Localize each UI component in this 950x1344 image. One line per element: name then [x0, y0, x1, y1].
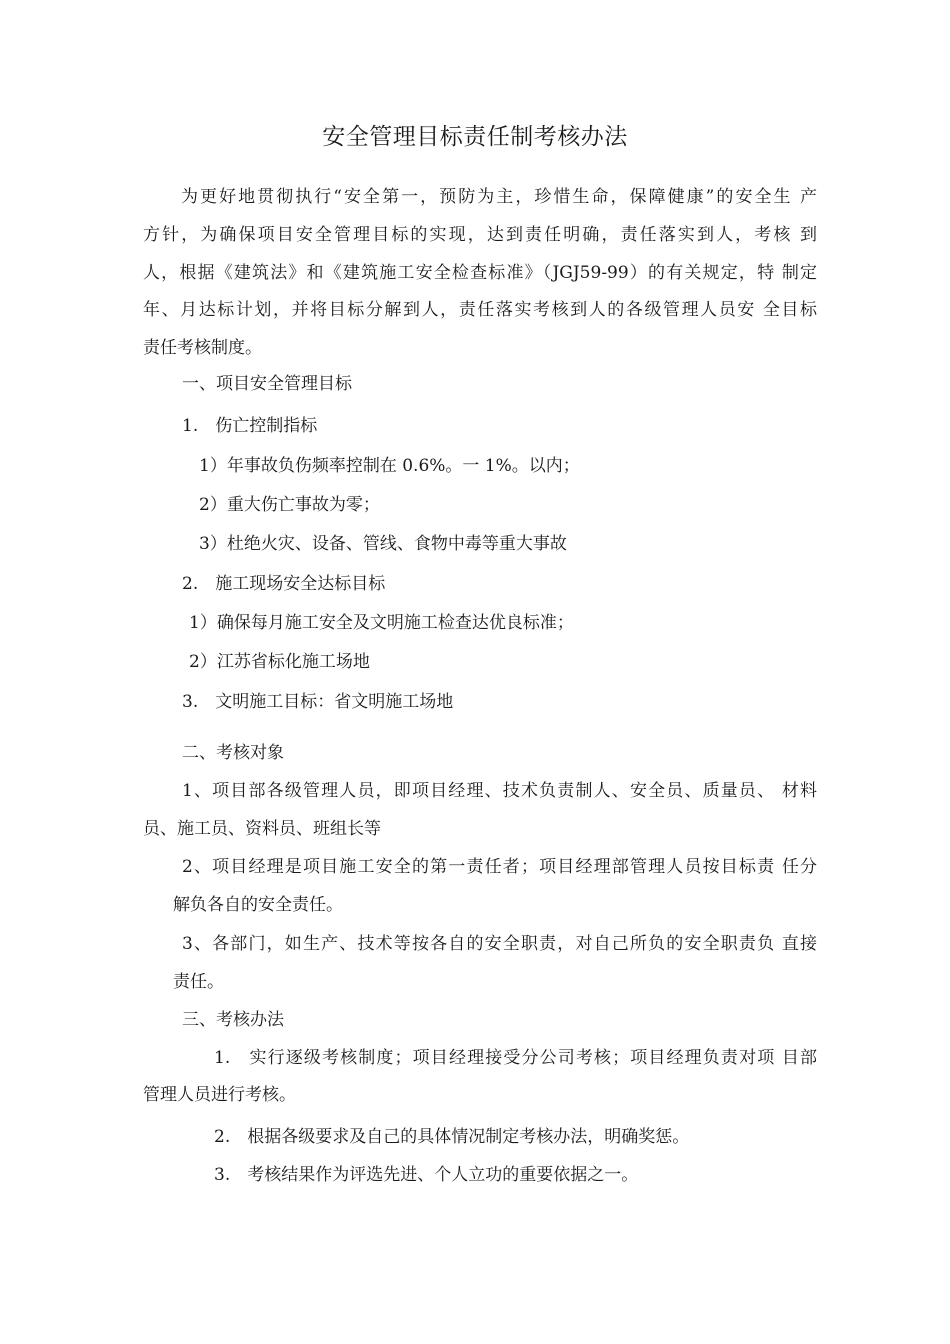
section3-heading: 三、考核办法 — [182, 1010, 284, 1030]
section1-item1-sub2: 2）重大伤亡事故为零； — [199, 495, 380, 515]
section2-p2-line1: 2、项目经理是项目施工安全的第一责任者；项目经理部管理人员按目标责 任分 — [182, 857, 817, 877]
section3-p3: 3. 考核结果作为评选先进、个人立功的重要依据之一。 — [214, 1165, 639, 1185]
document-title: 安全管理目标责任制考核办法 — [322, 124, 628, 150]
section2-p3-line2: 责任。 — [173, 972, 224, 992]
intro-line-4: 年、月达标计划，并将目标分解到人，责任落实考核到人的各级管理人员安 全目标 — [143, 300, 817, 320]
section1-item2: 2. 施工现场安全达标目标 — [182, 574, 386, 594]
section2-p3-line1: 3、各部门，如生产、技术等按各自的安全职责，对自己所负的安全职责负 直接 — [182, 934, 817, 954]
intro-line-3: 人，根据《建筑法》和《建筑施工安全检查标准》（JGJ59-99）的有关规定，特 制定 — [143, 263, 817, 283]
intro-line-5: 责任考核制度。 — [143, 338, 262, 358]
section3-p1-line1: 1. 实行逐级考核制度；项目经理接受分公司考核；项目经理负责对项 目部 — [214, 1048, 817, 1068]
section1-item2-sub1: 1）确保每月施工安全及文明施工检查达优良标准； — [189, 613, 574, 633]
section2-p2-line2: 解负各自的安全责任。 — [173, 895, 343, 915]
intro-line-2: 方针，为确保项目安全管理目标的实现，达到责任明确，责任落实到人，考核 到 — [143, 225, 817, 245]
section1-item1-sub3: 3）杜绝火灾、设备、管线、食物中毒等重大事故 — [199, 534, 567, 554]
section1-heading: 一、项目安全管理目标 — [182, 374, 352, 394]
section3-p1-line2: 管理人员进行考核。 — [143, 1085, 296, 1105]
section1-item2-sub2: 2）江苏省标化施工场地 — [189, 652, 370, 672]
section2-p1-line2: 员、施工员、资料员、班组长等 — [143, 819, 381, 839]
section1-item1-sub1: 1）年事故负伤频率控制在 0.6%。一 1%。以内； — [199, 456, 580, 476]
intro-line-1: 为更好地贯彻执行“安全第一，预防为主，珍惜生命，保障健康”的安全生 产 — [181, 187, 817, 207]
section1-item1: 1. 伤亡控制指标 — [182, 416, 318, 436]
section3-p2: 2. 根据各级要求及自己的具体情况制定考核办法，明确奖惩。 — [214, 1127, 690, 1147]
section2-heading: 二、考核对象 — [182, 743, 284, 763]
section1-item3: 3. 文明施工目标：省文明施工场地 — [182, 692, 454, 712]
section2-p1-line1: 1、项目部各级管理人员，即项目经理、技术负责制人、安全员、质量员、 材料 — [182, 781, 817, 801]
